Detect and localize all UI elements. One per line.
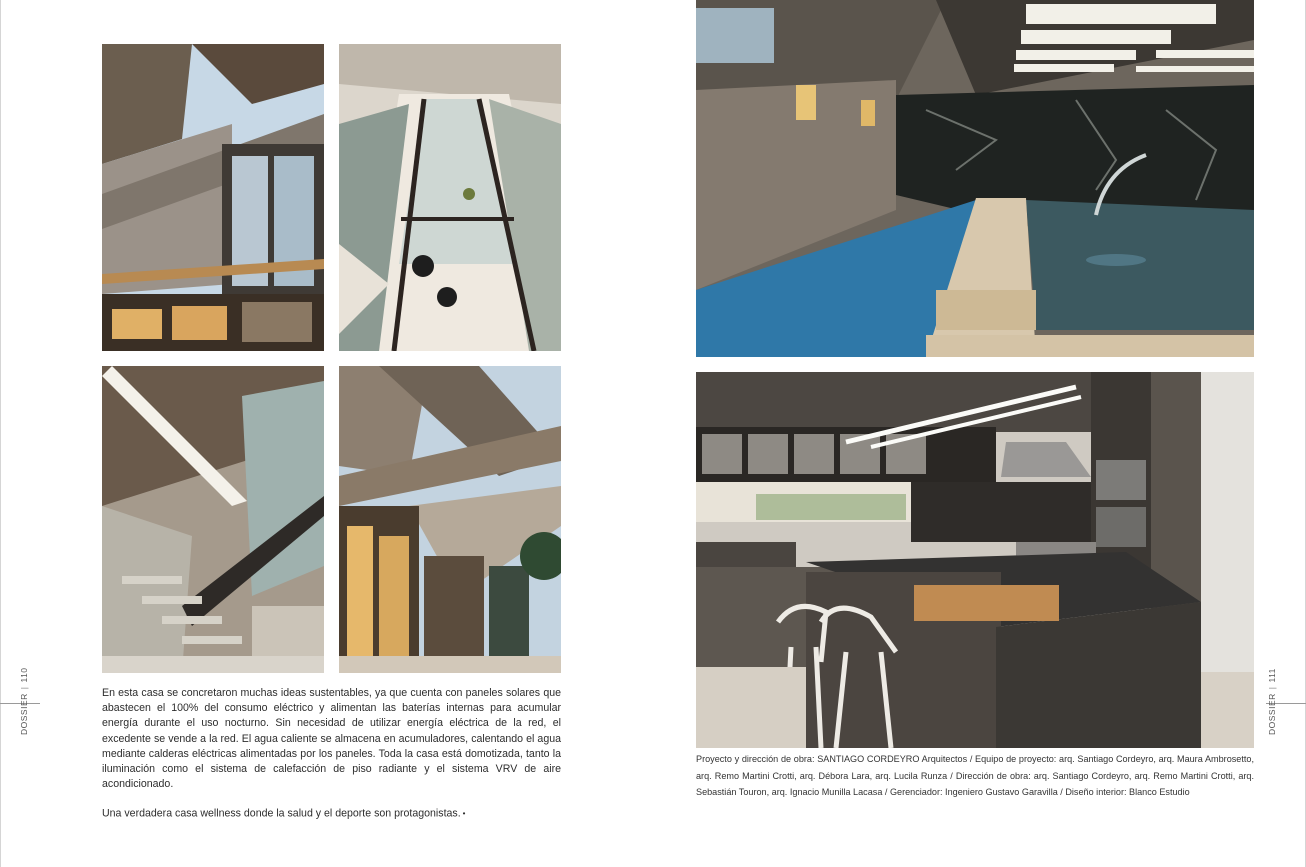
photo-interior-stair bbox=[102, 366, 324, 673]
body-paragraph-1: En esta casa se concretaron muchas ideas sustentables, ya que cuenta con paneles solares que abastecen el 100% del consumo eléctrico y alimentan las baterías internas para acumular energía durante el uso nocturno. Sin necesidad de utilizar energía eléctrica de la red, el excedente se vende a la red. El agua caliente se almacena en acumuladores, calentando el agua mediante calderas eléctricas alimentadas por los paneles. Toda la casa está domotizada, tanto la iluminación como el sistema de calefacción de piso radiante y el sistema VRV de aire acondicionado. bbox=[102, 687, 561, 791]
body-paragraph-2-text: Una verdadera casa wellness donde la salud y el deporte son protagonistas. bbox=[102, 807, 461, 820]
end-mark: • bbox=[462, 809, 466, 819]
folio-separator-right: | bbox=[1267, 686, 1277, 690]
photo-facade-upward bbox=[102, 44, 324, 351]
folio-separator-left: | bbox=[19, 686, 29, 690]
page-edge-left bbox=[0, 0, 1, 867]
folio-section-left: DOSSIER bbox=[19, 693, 29, 735]
kitchen-illustration bbox=[696, 372, 1254, 748]
project-credits: Proyecto y dirección de obra: SANTIAGO CORDEYRO Arquitectos / Equipo de proyecto: arq. Santiago Cordeyro, arq. Maura Ambrosetto, arq. Remo Martini Crotti, arq. Débora Lara, arq. Lucila Runza / Dirección de obra: arq. Santiago Cordeyro, arq. Remo Martini Crotti, arq. Sebastián Touron, arq. Ignacio Munilla Lacasa / Gerenciador: Ingeniero Gustavo Garavilla / Diseño interior: Blanco Estudio bbox=[696, 754, 1254, 797]
article-body bbox=[102, 686, 561, 822]
staircase-illustration bbox=[339, 44, 561, 351]
interior-stair-illustration bbox=[102, 366, 324, 673]
facade-illustration bbox=[102, 44, 324, 351]
body-paragraph-2 bbox=[102, 806, 561, 822]
page-number-left: 110 bbox=[19, 667, 29, 683]
photo-indoor-pool bbox=[696, 0, 1254, 357]
folio-left bbox=[19, 667, 29, 735]
cantilever-illustration bbox=[339, 366, 561, 673]
page-number-right: 111 bbox=[1267, 668, 1277, 683]
folio-section-right: DOSSIER bbox=[1267, 693, 1277, 735]
photo-glass-staircase bbox=[339, 44, 561, 351]
photo-kitchen bbox=[696, 372, 1254, 748]
photo-exterior-cantilever bbox=[339, 366, 561, 673]
folio-right bbox=[1267, 668, 1277, 735]
pool-illustration bbox=[696, 0, 1254, 357]
